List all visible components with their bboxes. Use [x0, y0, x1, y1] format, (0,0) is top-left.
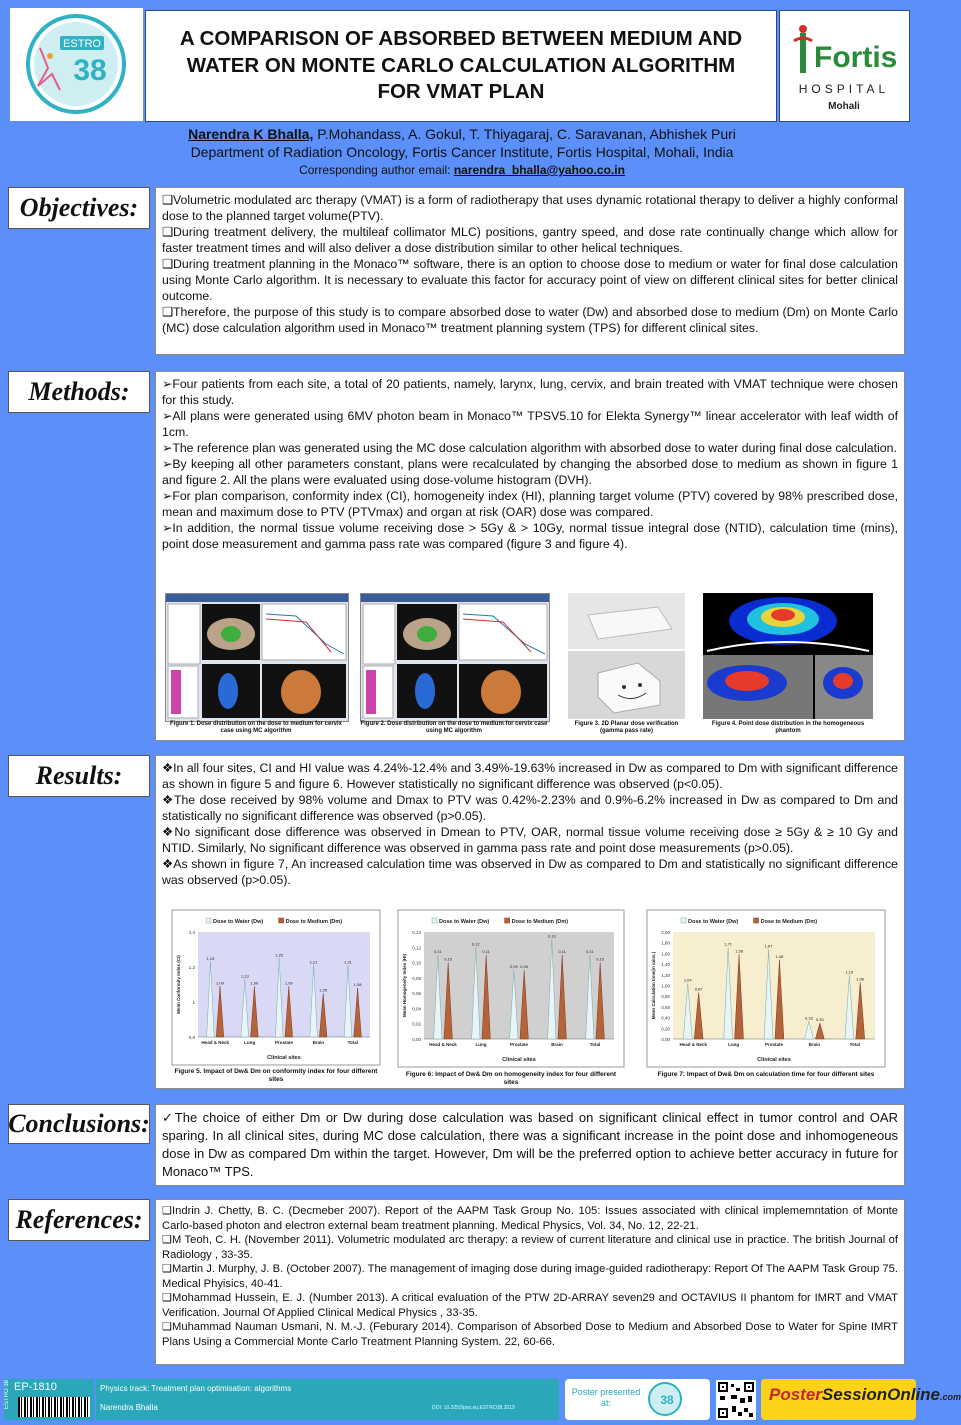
result-item: ❖No significant dose difference was observed in Dmean to PTV, OAR, normal tissue volume receiving dose ≥ 5Gy & ≥ 10 Gy and NTID. Similarly, No significant difference was observed in gamma pass rate and point dose measurements (p>0.05). [162, 825, 898, 855]
figure-3-image [568, 593, 685, 719]
category-label: Total [589, 1042, 601, 1047]
category-label: Lung [475, 1042, 487, 1047]
method-item: ➢For plan comparison, conformity index (CI), homogeneity index (HI), planning target volume (PTV) covered by 98% prescribed dose, mean and maximum dose to PTV (PTVmax) and organ at risk (OAR) dose was compared. [162, 489, 898, 519]
method-item: ➢Four patients from each site, a total of 20 patients, namely, larynx, lung, cervix, and brain treated with VMAT technique were chosen for this study. [162, 377, 898, 407]
author-line [0, 125, 924, 143]
figure-2-image [360, 593, 550, 722]
legend-label: Dose to Water (Dw) [439, 919, 490, 925]
legend-label: Dose to Medium (Dm) [760, 919, 818, 925]
pso-domain: .com [940, 1392, 961, 1402]
figure-6-caption: Figure 6: Impact of Dw& Dm on homogeneity index for four different sites [405, 1071, 617, 1086]
reference-item: ❑Martin J. Murphy, J. B. (October 2007). The management of imaging dose during image-guided radiotherapy: Report Of The AAPM Task Group 75. Medical Phyisics, 40-41. [162, 1263, 898, 1290]
category-label: Head & Neck [679, 1042, 707, 1047]
data-label: 1,21 [344, 959, 352, 965]
calculation-time-chart [647, 910, 885, 1067]
result-item: ❖As shown in figure 7, An increased calculation time was observed in Dw as compared to Dm and statistically no significant difference was observed (p>0.05). [162, 857, 898, 887]
estro-logo [10, 8, 143, 121]
presented-at-panel [565, 1379, 710, 1420]
y-tick-label: 0,12 [412, 945, 421, 951]
legend-swatch [681, 918, 686, 923]
qr-code-icon[interactable] [716, 1380, 756, 1420]
data-label: 1,23 [206, 955, 215, 961]
result-item: ❖The dose received by 98% volume and Dmax to PTV was 0.42%-2.23% and 0.9%-6.2% increased in Dw as compared to Dm and statistically no significant difference was observed (p>0.05). [162, 793, 898, 823]
y-tick-label: 2,00 [661, 930, 670, 935]
data-label: 0,13 [547, 933, 556, 939]
fortis-logo [779, 10, 910, 122]
estro-small-number: 38 [660, 1393, 674, 1407]
y-tick-label: 0,8 [188, 1035, 195, 1040]
data-label: 1,04 [683, 977, 692, 983]
data-label: 0,09 [509, 964, 518, 970]
data-label: 1,05 [319, 987, 328, 993]
y-tick-label: 0,04 [412, 1006, 421, 1012]
data-label: 1,06 [856, 976, 865, 982]
method-item: ➢In addition, the normal tissue volume receiving dose > 5Gy & > 10Gy, normal tissue integral dose (NTID), calculation time (mins), point dose measurement and gamma pass rate was compared (figure 3 and figure 4). [162, 521, 898, 551]
y-tick-label: 1,20 [661, 972, 670, 978]
data-label: 1,21 [309, 959, 318, 965]
y-tick-label: 0,14 [412, 930, 421, 935]
pso-text [769, 1385, 961, 1405]
co-authors: P.Mohandass, A. Gokul, T. Thiyagaraj, C. Saravanan, Abhishek Puri [313, 126, 736, 142]
y-axis-label: Mean Conformity Index (CI) [176, 955, 181, 1014]
data-label: 0,09 [520, 964, 529, 970]
data-label: 1,13 [240, 973, 249, 979]
objective-item: ❑Volumetric modulated arc therapy (VMAT) is a form of radiotherapy that uses dynamic rotational therapy to deliver a highly conformal dose to the planned target volume(PTV). [162, 193, 898, 223]
figure-4-caption: Figure 4. Point dose distribution in the homogeneous phantom [711, 721, 865, 734]
category-label: Prostate [274, 1040, 294, 1045]
data-label: 0,11 [434, 948, 442, 954]
estro-small-logo-icon [645, 1381, 685, 1418]
corr-label: Corresponding author email: [299, 163, 454, 177]
conclusion-text: ✓The choice of either Dm or Dw during dose calculation was based on significant clinical effect in tumor control and OAR sparing. In all clinical sites, during MC dose calculation, there was a significant increase in the point dose and inhomogeneous dose in Dw as compared Dm within the target. However, Dm will be the preferred option to achieve better accuracy in future for Monaco™ TPS. [162, 1110, 898, 1179]
category-label: Prostate [764, 1042, 784, 1047]
estro-number: 38 [73, 54, 107, 87]
data-label: 0,11 [558, 948, 566, 954]
data-label: 0,10 [444, 956, 453, 962]
legend-label: Dose to Medium (Dm) [511, 919, 569, 925]
category-label: Head & Neck [429, 1042, 457, 1047]
footer-doi[interactable]: DOI: 10.3252/pso.eu.ESTRO38.2019 [432, 1405, 515, 1411]
category-label: Total [347, 1040, 359, 1045]
footer-ep-number: EP-1810 [14, 1381, 57, 1393]
category-label: Brain [808, 1042, 821, 1047]
objectives-box [155, 187, 905, 355]
y-tick-label: 0,20 [661, 1026, 670, 1032]
data-label: 0,11 [482, 948, 490, 954]
data-label: 0,11 [586, 948, 594, 954]
y-tick-label: 0,00 [661, 1037, 670, 1042]
y-tick-label: 1,4 [188, 930, 195, 935]
barcode-icon [18, 1397, 90, 1417]
lead-author: Narendra K Bhalla, [188, 126, 314, 142]
conformity-index-chart [172, 910, 380, 1065]
y-tick-label: 1 [192, 1000, 195, 1005]
category-label: Lung [244, 1040, 256, 1045]
estro-text: ESTRO [63, 38, 101, 50]
y-axis-label: Mean Homogeneity Index (HI) [402, 953, 407, 1018]
category-label: Brain [551, 1042, 563, 1047]
data-label: 1,58 [735, 948, 743, 954]
footer-code: ESTRO 38 [4, 1380, 10, 1410]
method-item: ➢By keeping all other parameters constant, plans were recalculated by changing the absorbed dose to medium as shown in figure 1 and figure 2. All the plans were evaluated using dose-volume histogram (DVH). [162, 457, 898, 487]
category-label: Prostate [509, 1042, 529, 1047]
results-heading: Results: [8, 755, 150, 797]
reference-item: ❑Mohammad Hussein, E. J. (Number 2013). A critical evaluation of the PTW 2D-ARRAY seven29 and OCTAVIUS II phantom for IMRT and VMAT Verification. Journal Of Applied Clinical Medical Physics , 33-35. [162, 1292, 898, 1319]
y-tick-label: 0,02 [412, 1021, 421, 1027]
y-tick-label: 0,60 [661, 1004, 670, 1010]
x-axis-label: Clinical sites [757, 1057, 791, 1063]
y-axis-label: Mean Calculation time(in mins.) [651, 951, 656, 1020]
figure-1-caption: Figure 1. Dose distribution on the dose to medium for cervix case using MC algorithm [169, 721, 343, 734]
data-label: 1,08 [353, 982, 362, 987]
footer-track: Physics track: Treatment plan optimisation: algorithms [100, 1384, 292, 1393]
references-heading: References: [8, 1199, 150, 1241]
data-label: 1,25 [275, 952, 284, 958]
x-axis-label: Clinical sites [502, 1057, 536, 1063]
pso-word-2: SessionOnline [821, 1385, 941, 1404]
y-tick-label: 0,40 [661, 1015, 670, 1021]
y-tick-label: 0,80 [661, 994, 670, 1000]
result-item: ❖In all four sites, CI and HI value was 4.24%-12.4% and 3.49%-19.63% increased in Dw as compared to Dm with significant difference as shown in figure 5 and figure 6. However statistically no significant difference was observed (p<0.05). [162, 761, 898, 791]
homogeneity-index-chart [398, 910, 624, 1067]
method-item: ➢All plans were generated using 6MV photon beam in Monaco™ TPSV5.10 for Elekta Synergy™ linear accelerator with leaf width of 1cm. [162, 409, 898, 439]
legend-swatch [279, 918, 284, 923]
reference-item: ❑M Teoh, C. H. (November 2011). Volumetric modulated arc therapy: a review of current literature and clinical use in practice. The british Journal of Radiology , 33-35. [162, 1234, 898, 1261]
legend-swatch [754, 918, 759, 923]
references-box [155, 1199, 905, 1365]
y-tick-label: 0,08 [412, 975, 421, 981]
methods-heading: Methods: [8, 371, 150, 413]
legend-swatch [505, 918, 510, 923]
corresponding-author [0, 161, 924, 179]
y-tick-label: 1,00 [661, 983, 670, 989]
poster-session-online-logo[interactable] [761, 1379, 961, 1420]
y-tick-label: 1,60 [661, 951, 670, 957]
data-label: 1,19 [845, 969, 854, 975]
data-label: 0,10 [596, 956, 605, 962]
data-label: 0,87 [694, 986, 703, 992]
category-label: Total [849, 1042, 861, 1047]
figure-5-caption: Figure 5. Impact of Dw& Dm on conformity index for four different sites [174, 1068, 378, 1083]
y-tick-label: 1,80 [661, 940, 670, 946]
category-label: Brain [312, 1040, 325, 1045]
footer-author: Narendra Bhalla [100, 1403, 158, 1412]
objectives-heading: Objectives: [8, 187, 150, 229]
fortis-name: Fortis [814, 41, 898, 74]
figure-3-caption: Figure 3. 2D Planar dose verification (gamma pass rate) [574, 721, 679, 734]
figure-1-image [165, 593, 349, 722]
y-tick-label: 0,00 [412, 1037, 421, 1042]
title-line-3: FOR VMAT PLAN [377, 80, 545, 104]
legend-label: Dose to Medium (Dm) [285, 919, 343, 925]
method-item: ➢The reference plan was generated using the MC dose calculation algorithm with absorbed dose to water during final dose calculation. [162, 441, 897, 455]
y-tick-label: 1,40 [661, 962, 670, 968]
legend-label: Dose to Water (Dw) [688, 919, 739, 925]
data-label: 0,33 [805, 1015, 813, 1021]
legend-swatch [432, 918, 437, 923]
title-box [145, 10, 777, 122]
legend-label: Dose to Water (Dw) [213, 919, 264, 925]
poster-title [172, 26, 750, 106]
data-label: 0,12 [471, 941, 480, 947]
reference-item: ❑Indrin J. Chetty, B. C. (Decmeber 2007). Report of the AAPM Task Group No. 105: Issues associated with clinical implememntation of Monte Carlo-based photon and electron external beam treatment planning. Medical Physics, Vol. 34, No. 12, 22-21. [162, 1205, 898, 1232]
authors-block [0, 125, 924, 179]
fortis-place: Mohali [828, 101, 860, 112]
category-label: Head & Neck [201, 1040, 229, 1045]
figure-4-image [703, 593, 873, 719]
title-line-1: A COMPARISON OF ABSORBED BETWEEN MEDIUM AND [179, 27, 743, 51]
title-line-2: WATER ON MONTE CARLO CALCULATION ALGORITHM [186, 53, 736, 77]
category-label: Lung [728, 1042, 740, 1047]
pso-word-1: Poster [769, 1385, 822, 1404]
data-label: 1,67 [764, 943, 773, 949]
objective-item: ❑Therefore, the purpose of this study is to compare absorbed dose to water (Dw) and absorbed dose to medium (Dm) on Monte Carlo (MC) dose calculation algorithm used in Monaco™ treatment planning system (TPS) for different clinical sites. [162, 305, 898, 335]
fortis-hospital: HOSPITAL [798, 82, 890, 96]
y-tick-label: 1,2 [188, 965, 195, 970]
data-label: 1,71 [724, 941, 733, 947]
legend-swatch [206, 918, 211, 923]
y-tick-label: 0,06 [412, 991, 421, 997]
objective-item: ❑During treatment delivery, the multileaf collimator MLC) positions, gantry speed, and dose rate continually change which allow for faster treatment times and will also deliver a dose distribution similar to other helical techniques. [162, 225, 898, 255]
figure-7-caption: Figure 7: Impact of Dw& Dm on calculation time for four different sites [657, 1071, 875, 1078]
department: Department of Radiation Oncology, Fortis Cancer Institute, Fortis Hospital, Mohali, India [190, 144, 734, 160]
corr-email[interactable]: narendra_bhalla@yahoo.co.in [453, 163, 625, 177]
reference-item: ❑Muhammad Nauman Usmani, N. M.-J. (Feburary 2014). Comparison of Absorbed Dose to Medium and Absorbed Dose to Water for Spine IMRT Plans Using a Commercial Monte Carlo Treatment Planning System. 22, 60-66. [162, 1321, 898, 1348]
presented-at-label: Poster presented at: [571, 1387, 641, 1408]
data-label: 1,09 [284, 980, 293, 986]
objective-item: ❑During treatment planning in the Monaco™ software, there is an option to choose dose to medium or water for final dose calculation using Monte Carlo algorithm. It is necessary to evaluate this factor for accuracy point of view on different clinical sites for better clinical outcome. [162, 257, 898, 303]
plot-area [673, 932, 875, 1039]
data-label: 0,30 [815, 1016, 824, 1022]
conclusions-heading: Conclusions: [8, 1104, 150, 1144]
figure-2-caption: Figure 2. Dose distribution on the dose to medium for cervix case using MC algorithm [360, 721, 548, 734]
data-label: 1,09 [250, 980, 259, 986]
x-axis-label: Clinical sites [267, 1055, 301, 1061]
conclusions-box [155, 1104, 905, 1186]
data-label: 1,48 [775, 953, 784, 959]
y-tick-label: 0,10 [412, 960, 421, 966]
data-label: 1,09 [216, 980, 224, 986]
